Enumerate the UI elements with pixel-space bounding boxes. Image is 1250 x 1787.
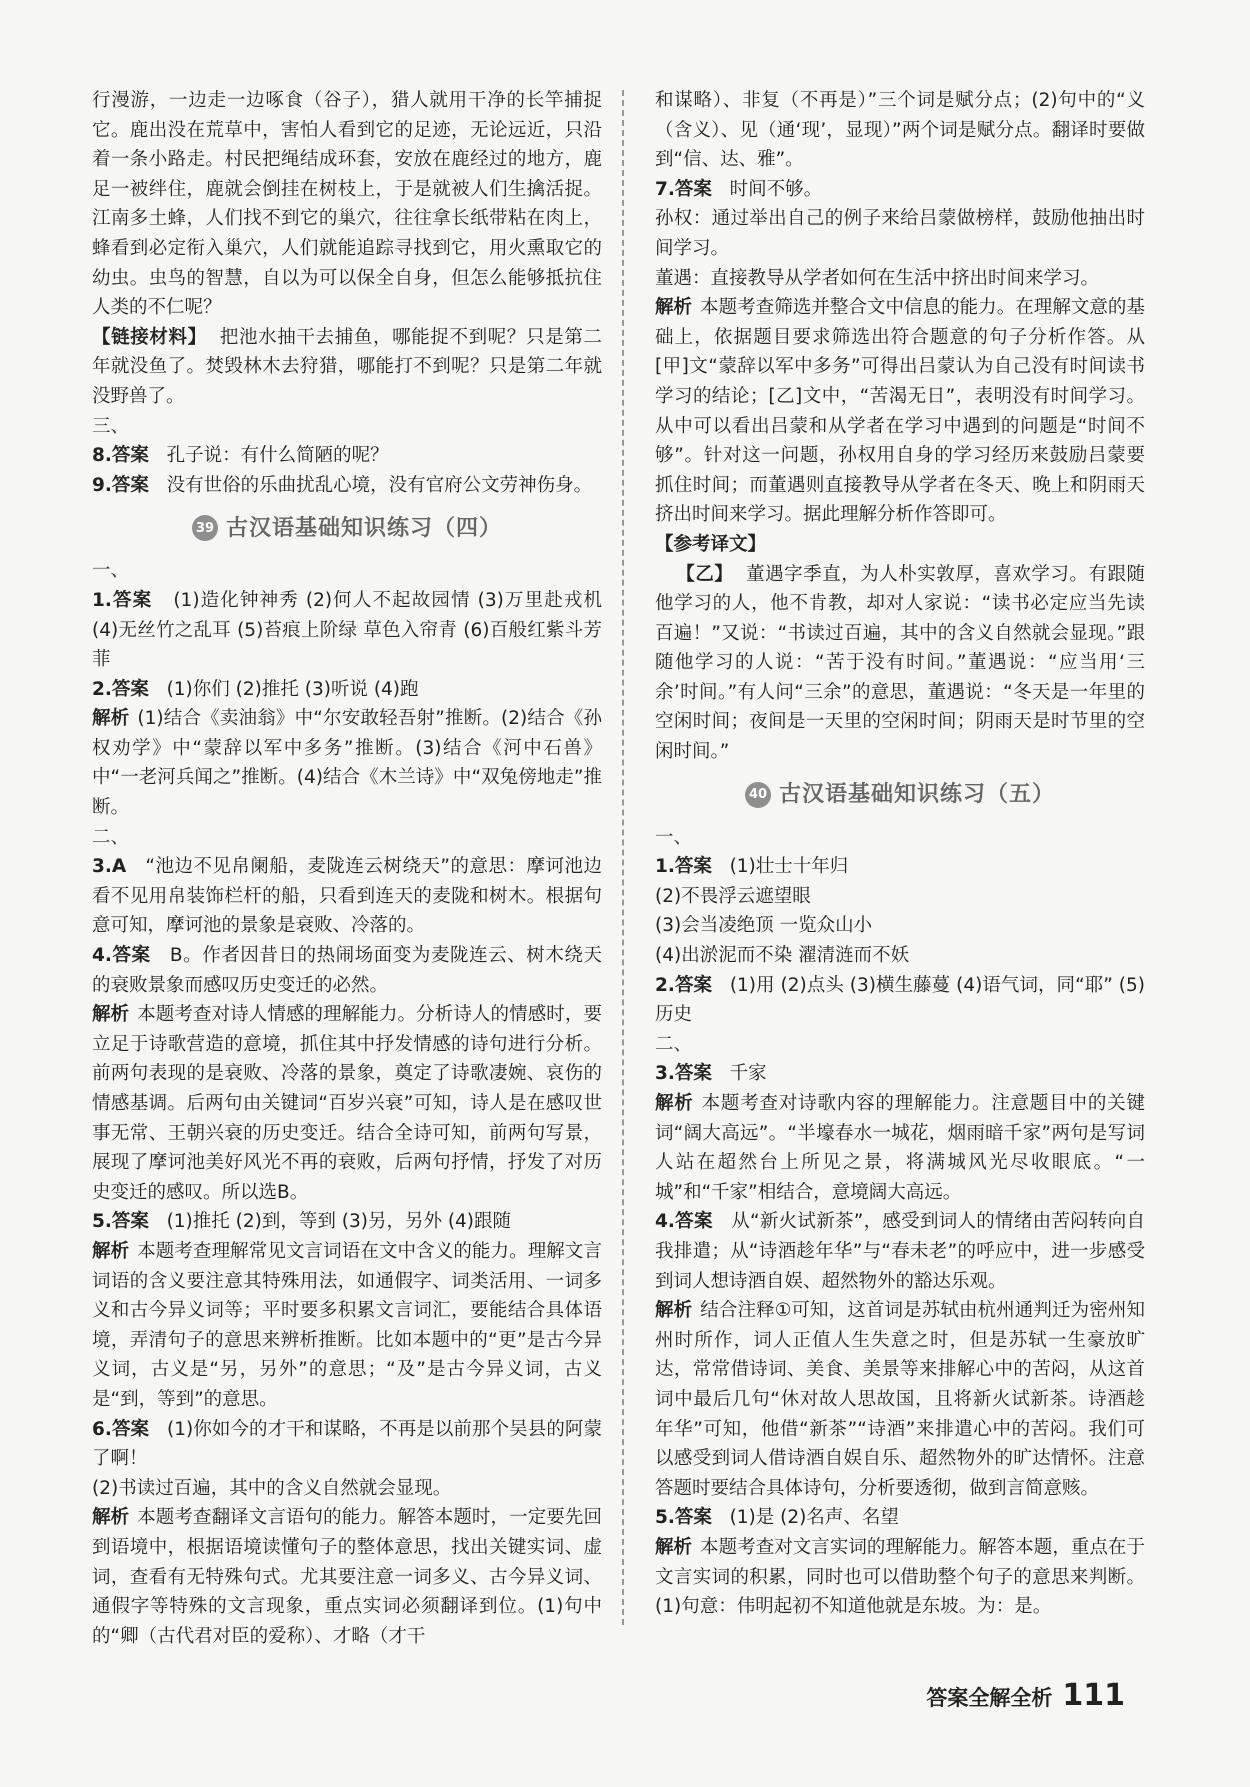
r-answer-4-text: 从“新火试新茶”，感受到词人的情绪由苦闷转向自我排遣；从“诗酒趁年华”与“春未老”的呼应中，进一步感受到词人想诗酒自娱、超然物外的豁达乐观。 bbox=[655, 1211, 1145, 1292]
analysis-2-label: 解析 bbox=[92, 708, 130, 730]
left-column bbox=[92, 86, 602, 1651]
r-answer-1-b: (2)不畏浮云遮望眼 bbox=[655, 885, 811, 907]
r-analysis-4-text: 结合注释①可知，这首词是苏轼由杭州通判迁为密州知州时所作，词人正值人生失意之时，但是苏轼一生豪放旷达，常常借诗词、美食、美景等来排解心中的苦闷，从这首词中最后几句“休对故人思故国，且将新火试新茶。诗酒趁年华”可知，他借“新茶”“诗酒”来排遣心中的苦闷。我们可以感受到词人借诗酒自娱自乐、超然物外的旷达情怀。注意答题时要结合具体诗句，分析要透彻，做到言简意赅。 bbox=[655, 1300, 1145, 1499]
column-divider bbox=[622, 90, 624, 1625]
link-material-text: 把池水抽干去捕鱼，哪能捉不到呢？只是第二年就没鱼了。焚毁林木去狩猎，哪能打不到呢？只是第二年就没野兽了。 bbox=[92, 326, 602, 407]
answer-6-part-1: (1)你如今的才干和谋略，不再是以前那个吴县的阿蒙了啊！ bbox=[92, 1418, 602, 1470]
answer-7 bbox=[655, 175, 1145, 205]
analysis-2-text: (1)结合《卖油翁》中“尔安敢轻吾射”推断。(2)结合《孙权劝学》中“蒙辞以军中多务”推断。(3)结合《河中石兽》中“一老河兵闻之”推断。(4)结合《木兰诗》中“双兔傍地走”推断。 bbox=[92, 708, 602, 819]
link-material-label: 【链接材料】 bbox=[92, 326, 207, 348]
section-3-label: 三、 bbox=[92, 415, 130, 437]
exercise-39-heading bbox=[92, 504, 602, 552]
translation-continuation: 行漫游，一边走一边啄食（谷子），猎人就用干净的长竿捕捉它。鹿出没在荒草中，害怕人看到它的足迹，无论远近，只沿着一条小路走。村民把绳结成环套，安放在鹿经过的地方，鹿足一被绊住，鹿就会倒挂在树枝上，于是就被人们生擒活捉。江南多土蜂，人们找不到它的巢穴，往往拿长纸带粘在肉上，蜂看到必定衔入巢穴，人们就能追踪寻找到它，用火熏取它的幼虫。虫鸟的智慧，自以为可以保全自身，但怎么能够抵抗住人类的不仁呢？ bbox=[92, 90, 602, 319]
r-answer-2-number: 2.答案 bbox=[655, 974, 713, 996]
r-answer-4 bbox=[655, 1207, 1145, 1296]
answer-3 bbox=[92, 852, 602, 941]
link-material bbox=[92, 323, 602, 412]
answer-8-text: 孔子说：有什么简陋的呢？ bbox=[166, 445, 389, 467]
exercise-39-badge: 39 bbox=[192, 515, 218, 541]
r-answer-3 bbox=[655, 1059, 1145, 1089]
r-analysis-4 bbox=[655, 1296, 1145, 1503]
page-footer bbox=[926, 1678, 1125, 1713]
analysis-7-text: 本题考查筛选并整合文中信息的能力。在理解文意的基础上，依据题目要求筛选出符合题意的句子分析作答。从[甲]文“蒙辞以军中多务”可得出吕蒙认为自己没有时间读书学习的结论；[乙]文中，“苦渴无日”，表明没有时间学习。从中可以看出吕蒙和从学者在学习中遇到的问题是“时间不够”。针对这一问题，孙权用自身的学习经历来鼓励吕蒙要抓住时间；而董遇则直接教导从学者在冬天、晚上和阴雨天挤出时间来学习。据此理解分析作答即可。 bbox=[655, 297, 1145, 526]
answer-6-number: 6.答案 bbox=[92, 1418, 150, 1440]
answer-2-text: (1)你们 (2)推托 (3)听说 (4)跑 bbox=[166, 678, 419, 700]
r-answer-1-a: (1)壮士十年归 bbox=[729, 856, 849, 878]
analysis-4-label: 解析 bbox=[92, 1004, 130, 1026]
page-number: 111 bbox=[1062, 1678, 1125, 1713]
exercise-40-heading bbox=[655, 771, 1145, 819]
r-analysis-4-label: 解析 bbox=[655, 1300, 693, 1322]
r-section-1-label: 一、 bbox=[655, 826, 693, 848]
r-answer-1-c: (3)会当凌绝顶 一览众山小 bbox=[655, 915, 873, 937]
answer-7-text: 时间不够。 bbox=[729, 178, 823, 200]
section-1-label: 一、 bbox=[92, 560, 130, 582]
r-analysis-3 bbox=[655, 1089, 1145, 1207]
answer-9 bbox=[92, 471, 602, 501]
analysis-7 bbox=[655, 293, 1145, 530]
r-answer-3-number: 3.答案 bbox=[655, 1063, 712, 1085]
r-answer-2 bbox=[655, 971, 1145, 1030]
analysis-4 bbox=[92, 1000, 602, 1207]
section-2-label: 二、 bbox=[92, 826, 130, 848]
reference-translation-label: 【参考译文】 bbox=[655, 533, 767, 555]
answer-4 bbox=[92, 941, 602, 1000]
analysis-2 bbox=[92, 704, 602, 822]
answer-5-text: (1)推托 (2)到，等到 (3)另，另外 (4)跟随 bbox=[166, 1211, 512, 1233]
answer-1-number: 1.答案 bbox=[92, 589, 153, 611]
r-answer-3-text: 千家 bbox=[729, 1063, 767, 1085]
answer-4-text: B。作者因昔日的热闹场面变为麦陇连云、树木绕天的衰败景象而感叹历史变迁的必然。 bbox=[92, 945, 602, 996]
answer-3-text: “池边不见帛阑船，麦陇连云树绕天”的意思：摩诃池边看不见用帛装饰栏杆的船，只看到连天的麦陇和树木。根据句意可知，摩诃池的景象是衰败、冷落的。 bbox=[92, 856, 602, 937]
analysis-4-text: 本题考查对诗人情感的理解能力。分析诗人的情感时，要立足于诗歌营造的意境，抓住其中抒发情感的诗句进行分析。前两句表现的是衰败、冷落的景象，奠定了诗歌凄婉、哀伤的情感基调。后两句由关键词“百岁兴衰”可知，诗人是在感叹世事无常、王朝兴衰的历史变迁。结合全诗可知，前两句写景，展现了摩诃池美好风光不再的衰败，后两句抒情，抒发了对历史变迁的感叹。所以选B。 bbox=[92, 1004, 602, 1203]
analysis-7-label: 解析 bbox=[655, 297, 693, 319]
answer-7-number: 7.答案 bbox=[655, 178, 712, 200]
r-analysis-5-text: 本题考查对文言实词的理解能力。解答本题，重点在于文言实词的积累，同时也可以借助整个句子的意思来判断。(1)句意：伟明起初不知道他就是东坡。为：是。 bbox=[655, 1536, 1145, 1618]
answer-9-text: 没有世俗的乐曲扰乱心境，没有官府公文劳神伤身。 bbox=[166, 474, 593, 496]
answer-7-dongyu: 董遇：直接教导从学者如何在生活中挤出时间来学习。 bbox=[655, 267, 1100, 289]
r-analysis-5-label: 解析 bbox=[655, 1536, 693, 1558]
reference-translation-text: 董遇字季直，为人朴实敦厚，喜欢学习。有跟随他学习的人，他不肯教，却对人家说：“读书必定应当先读百遍！”又说：“书读过百遍，其中的含义自然就会显现。”跟随他学习的人说：“苦于没有时间。”董遇说：“应当用‘三余’时间。”有人问“三余”的意思，董遇说：“冬天是一年里的空闲时间；夜间是一天里的空闲时间；阴雨天是时节里的空闲时间。” bbox=[655, 563, 1145, 763]
analysis-5-label: 解析 bbox=[92, 1240, 130, 1262]
r-answer-1-d: (4)出淤泥而不染 濯清涟而不妖 bbox=[655, 945, 910, 967]
answer-2-number: 2.答案 bbox=[92, 678, 149, 700]
answer-5 bbox=[92, 1207, 602, 1237]
r-answer-4-number: 4.答案 bbox=[655, 1211, 713, 1233]
analysis-6 bbox=[92, 1503, 602, 1651]
answer-5-number: 5.答案 bbox=[92, 1211, 149, 1233]
right-column bbox=[655, 86, 1145, 1622]
analysis-5 bbox=[92, 1237, 602, 1415]
answer-9-number: 9.答案 bbox=[92, 474, 149, 496]
r-answer-1 bbox=[655, 852, 1145, 882]
answer-1-text: (1)造化钟神秀 (2)何人不起故园情 (3)万里赴戎机 (4)无丝竹之乱耳 (5)苔痕上阶绿 草色入帘青 (6)百般红紫斗芳菲 bbox=[92, 589, 602, 671]
analysis-5-text: 本题考查理解常见文言词语在文中含义的能力。理解文言词语的含义要注意其特殊用法，如通假字、词类活用、一词多义和古今异义词等；平时要多积累文言词汇，要能结合具体语境，弄清句子的意思来辨析推断。比如本题中的“更”是古今异义词，古义是“另，另外”的意思；“及”是古今异义词，古义是“到，等到”的意思。 bbox=[92, 1240, 602, 1410]
answer-7-sunquan: 孙权：通过举出自己的例子来给吕蒙做榜样，鼓励他抽出时间学习。 bbox=[655, 208, 1145, 259]
r-section-2-label: 二、 bbox=[655, 1033, 693, 1055]
answer-4-number: 4.答案 bbox=[92, 945, 151, 967]
answer-8 bbox=[92, 441, 602, 471]
exercise-39-title: 古汉语基础知识练习（四） bbox=[225, 515, 502, 541]
analysis-6-label: 解析 bbox=[92, 1507, 130, 1529]
r-analysis-3-label: 解析 bbox=[655, 1093, 694, 1114]
r-answer-2-text: (1)用 (2)点头 (3)横生藤蔓 (4)语气词，同“耶” (5)历史 bbox=[655, 974, 1145, 1026]
exercise-40-badge: 40 bbox=[745, 782, 771, 808]
reference-translation bbox=[655, 560, 1145, 767]
answer-2 bbox=[92, 675, 602, 705]
r-answer-1-number: 1.答案 bbox=[655, 856, 712, 878]
footer-title: 答案全解全析 bbox=[926, 1686, 1053, 1710]
r-answer-5-number: 5.答案 bbox=[655, 1507, 712, 1529]
reference-translation-tag: 【乙】 bbox=[676, 563, 734, 585]
answer-6 bbox=[92, 1415, 602, 1474]
analysis-6-continuation: 和谋略）、非复（不再是）”三个词是赋分点；(2)句中的“义（含义）、见（通‘现’，显现）”两个词是赋分点。翻译时要做到“信、达、雅”。 bbox=[655, 90, 1145, 171]
answer-3-number: 3.A bbox=[92, 856, 127, 878]
answer-6-part-2: (2)书读过百遍，其中的含义自然就会显现。 bbox=[92, 1477, 452, 1499]
analysis-6-text: 本题考查翻译文言语句的能力。解答本题时，一定要先回到语境中，根据语境读懂句子的整体意思，找出关键实词、虚词，查看有无特殊句式。尤其要注意一词多义、古今异义词、通假字等特殊的文言现象，重点实词必须翻译到位。(1)句中的“卿（古代君对臣的爱称）、才略（才干 bbox=[92, 1507, 602, 1647]
answer-8-number: 8.答案 bbox=[92, 445, 149, 467]
r-analysis-3-text: 本题考查对诗歌内容的理解能力。注意题目中的关键词“阔大高远”。“半壕春水一城花，烟雨暗千家”两句是写词人站在超然台上所见之景，将满城风光尽收眼底。“一城”和“千家”相结合，意境阔大高远。 bbox=[655, 1093, 1145, 1203]
r-answer-5 bbox=[655, 1503, 1145, 1533]
exercise-40-title: 古汉语基础知识练习（五） bbox=[778, 781, 1055, 807]
r-analysis-5 bbox=[655, 1533, 1145, 1622]
answer-1 bbox=[92, 586, 602, 675]
r-answer-5-text: (1)是 (2)名声、名望 bbox=[729, 1507, 899, 1529]
